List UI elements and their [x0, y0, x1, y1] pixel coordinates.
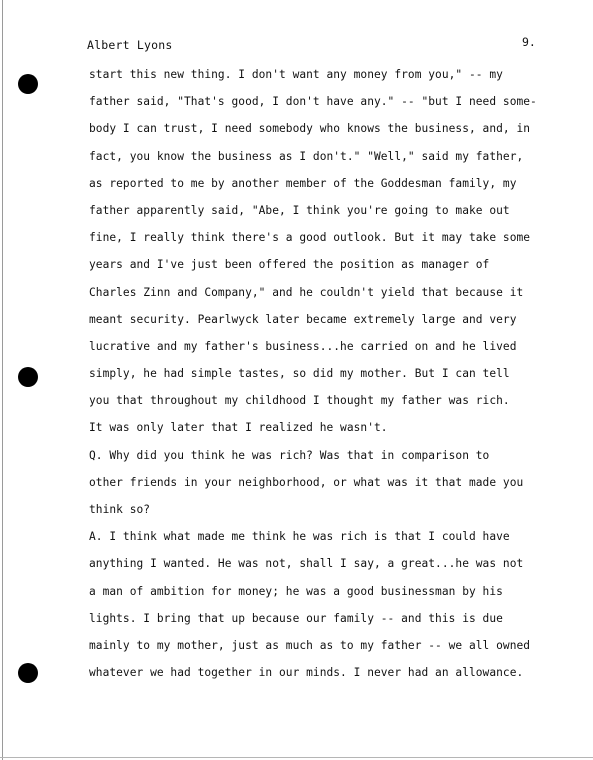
text-line: other friends in your neighborhood, or what was it that made you: [89, 475, 524, 489]
text-line: lights. I bring that up because our family -- and this is due: [89, 611, 503, 625]
punch-hole-bottom: [18, 663, 38, 683]
text-line: years and I've just been offered the position as manager of: [89, 258, 490, 272]
text-line: simply, he had simple tastes, so did my mother. But I can tell: [89, 367, 510, 381]
text-line: whatever we had together in our minds. I never had an allowance.: [89, 666, 524, 680]
transcript-body: [89, 65, 549, 690]
punch-hole-middle: [18, 367, 38, 387]
text-line: a man of ambition for money; he was a good businessman by his: [89, 584, 503, 598]
text-line: as reported to me by another member of the Goddesman family, my: [89, 176, 517, 190]
page-number: 9.: [522, 35, 536, 49]
text-line: you that throughout my childhood I thought my father was rich.: [89, 394, 510, 408]
page-bottom-line: [0, 757, 593, 758]
text-line: start this new thing. I don't want any money from you," -- my: [89, 68, 503, 81]
text-line: father apparently said, "Abe, I think you're going to make out: [89, 203, 510, 217]
text-line: anything I wanted. He was not, shall I say, a great...he was not: [89, 557, 524, 571]
text-line: mainly to my mother, just as much as to my father -- we all owned: [89, 638, 531, 652]
answer-line: A. I think what made me think he was rich is that I could have: [89, 530, 510, 544]
text-line: body I can trust, I need somebody who knows the business, and, in: [89, 122, 531, 136]
text-line: father said, "That's good, I don't have any." -- "but I need some-: [89, 95, 537, 109]
page-edge-line: [2, 0, 3, 760]
text-line: Charles Zinn and Company," and he couldn't yield that because it: [89, 285, 524, 299]
punch-hole-top: [18, 74, 38, 94]
text-line: think so?: [89, 503, 151, 516]
question-line: Q. Why did you think he was rich? Was that in comparison to: [89, 448, 490, 462]
text-line: meant security. Pearlwyck later became extremely large and very: [89, 312, 517, 326]
text-line: fine, I really think there's a good outlook. But it may take some: [89, 231, 531, 245]
running-header-name: Albert Lyons: [87, 38, 173, 52]
text-line: fact, you know the business as I don't." "Well," said my father,: [89, 149, 524, 163]
text-line: It was only later that I realized he wasn't.: [89, 421, 388, 435]
text-line: lucrative and my father's business...he carried on and he lived: [89, 339, 517, 353]
